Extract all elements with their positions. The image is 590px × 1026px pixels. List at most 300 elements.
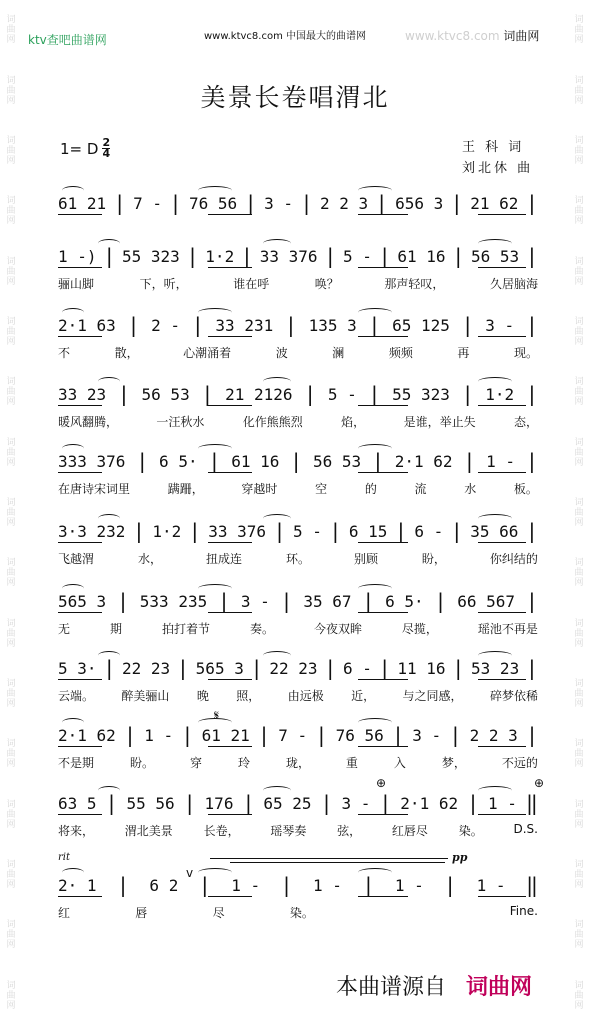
lyric-syllable: 骊山脚 <box>58 277 95 291</box>
note-group: 2 - <box>151 315 181 335</box>
bar-line: | <box>244 191 257 215</box>
beam-line <box>478 267 526 268</box>
watermark-mark: 词 曲 网 <box>6 678 16 709</box>
watermark-mark: 词 曲 网 <box>6 135 16 166</box>
bar-line: | <box>452 656 465 680</box>
site-url-watermark: www.ktvc8.com <box>405 29 500 43</box>
note-group: 61 21 <box>58 193 107 213</box>
beam-line <box>208 405 252 406</box>
lyric-syllable: 尽 <box>212 906 225 920</box>
note-group: 6 5· <box>385 591 424 611</box>
lyric-syllable: 重 <box>345 756 358 770</box>
bar-line: | <box>449 723 462 747</box>
beam-line <box>478 612 526 613</box>
lyric-syllable: 穿越时 <box>241 482 278 496</box>
bar-line: | <box>117 382 130 406</box>
beam-line <box>208 746 252 747</box>
slur-arc <box>198 584 232 593</box>
beam-line <box>358 405 408 406</box>
lyric-syllable: 那声轻叹， <box>384 277 445 291</box>
beam-line <box>358 612 408 613</box>
note-group: 1 - <box>144 725 174 745</box>
bar-line: | <box>450 519 463 543</box>
beam-line <box>358 472 408 473</box>
slur-arc <box>263 786 291 795</box>
bar-line: | <box>304 382 317 406</box>
bar-line: | <box>284 313 297 337</box>
note-group: 176 <box>204 793 234 813</box>
note-group: 6 - <box>342 658 372 678</box>
watermark-mark: 词 曲 网 <box>6 316 16 347</box>
beam-line <box>208 612 252 613</box>
slur-arc <box>478 514 512 523</box>
lyric-syllable: 盼。 <box>129 756 154 770</box>
bar-line: | <box>324 244 337 268</box>
lyric-syllable: 板。 <box>513 482 538 496</box>
lyric-syllable: 空 <box>315 482 328 496</box>
note-group: 22 23 <box>269 658 318 678</box>
beam-line <box>58 472 102 473</box>
lyric-syllable: 谁在呼 <box>233 277 270 291</box>
bar-line: | <box>463 449 476 473</box>
notes-row <box>58 872 538 898</box>
watermark-mark: 词 曲 网 <box>6 859 16 890</box>
bar-line: | <box>181 723 194 747</box>
note-group: 61 16 <box>231 451 280 471</box>
slur-arc <box>198 868 232 877</box>
watermark-mark: 词 曲 网 <box>574 15 584 46</box>
bar-line: | <box>198 873 211 897</box>
note-group: 33 376 <box>259 246 318 266</box>
beam-line <box>58 214 102 215</box>
note-group: 6 5· <box>159 451 198 471</box>
lyric-syllable: 化作熊熊烈 <box>242 415 303 429</box>
diminuendo-line <box>230 862 445 863</box>
watermark-mark: 词 曲 网 <box>6 799 16 830</box>
key-signature <box>60 138 110 159</box>
note-group: 6 2 <box>149 875 179 895</box>
bar-line: | <box>368 382 381 406</box>
watermark-mark: 词 曲 网 <box>6 437 16 468</box>
slur-arc <box>98 514 120 523</box>
lyric-syllable: 飞越渭 <box>58 552 95 566</box>
beam-line <box>58 267 102 268</box>
bar-line: | <box>525 656 538 680</box>
bar-line: | <box>362 589 375 613</box>
lyric-syllable: 拍打着节 <box>161 622 210 636</box>
bar-line: | <box>113 191 126 215</box>
bar-line: | <box>525 191 538 215</box>
note-group: 66 567 <box>457 591 516 611</box>
lyrics-row <box>58 754 538 771</box>
lyrics-row <box>58 413 538 430</box>
note-group: 135 3 <box>308 315 357 335</box>
slur-arc <box>198 444 232 453</box>
lyricist-credit: 王 科 词 <box>462 140 525 155</box>
note-group: 55 323 <box>392 384 450 404</box>
notes-row <box>58 790 538 816</box>
beam-line <box>478 896 526 897</box>
note-group: 565 3 <box>195 658 244 678</box>
bar-line: | <box>379 791 392 815</box>
bar-line: | <box>461 382 474 406</box>
note-group: 76 56 <box>188 193 238 213</box>
bar-line: | <box>525 519 538 543</box>
watermark-mark: 词 曲 网 <box>6 739 16 770</box>
lyric-syllable: 红唇尽 <box>391 824 428 838</box>
fermata-line <box>210 858 448 859</box>
lyric-syllable: 久居脑海 <box>489 277 538 291</box>
notes-row <box>58 722 538 748</box>
lyric-syllable: 晚 <box>196 689 209 703</box>
source-footer <box>336 970 532 1001</box>
beam-line <box>208 472 252 473</box>
watermark-mark: 词 曲 网 <box>6 558 16 589</box>
watermark-mark: 词 曲 网 <box>6 377 16 408</box>
beam-line <box>478 336 526 337</box>
note-group: 3 - <box>240 591 270 611</box>
lyric-syllable: 再 <box>457 346 470 360</box>
segno-mark: 𝄋 <box>214 708 220 722</box>
note-group: 33 231 <box>215 315 274 335</box>
lyric-syllable: 水， <box>137 552 162 566</box>
bar-line: | <box>273 519 286 543</box>
lyric-syllable: 暖风翻腾， <box>58 415 119 429</box>
beam-line <box>358 267 408 268</box>
beam-line <box>358 746 408 747</box>
slur-arc <box>62 444 84 453</box>
lyric-syllable: 醉美骊山 <box>121 689 170 703</box>
note-group: 5 - <box>293 521 322 541</box>
note-group: 2· 1 <box>58 875 97 895</box>
bar-line: | <box>525 313 538 337</box>
bar-line: | <box>183 791 196 815</box>
time-numerator: 2 <box>102 136 111 149</box>
note-group: 63 5 <box>58 793 97 813</box>
beam-line <box>358 896 408 897</box>
slur-arc <box>478 786 512 795</box>
notes-row <box>58 518 538 544</box>
note-group: 76 56 <box>335 725 384 745</box>
note-group: 53 23 <box>471 658 520 678</box>
note-group: 61 21 <box>201 725 250 745</box>
lyric-syllable: 你纠结的 <box>489 552 538 566</box>
beam-line <box>208 679 252 680</box>
slur-arc <box>98 239 120 248</box>
beam-line <box>478 405 526 406</box>
notes-row <box>58 312 538 338</box>
bar-line: | <box>525 382 538 406</box>
note-group: 2·1 63 <box>58 315 116 335</box>
bar-line: | <box>329 519 342 543</box>
lyric-syllable: 近， <box>351 689 376 703</box>
pianissimo-mark: pp <box>452 851 468 864</box>
beam-line <box>208 267 252 268</box>
note-group: 55 323 <box>122 246 180 266</box>
lyric-syllable: 唤？ <box>314 277 339 291</box>
bar-line: | <box>280 589 293 613</box>
notes-row <box>58 190 538 216</box>
note-group: 1 - <box>486 451 516 471</box>
coda-mark: ⊕ <box>534 776 545 790</box>
note-group: 1 - <box>488 793 517 813</box>
watermark-mark: 词 曲 网 <box>6 920 16 951</box>
lyric-syllable: 今夜双眸 <box>313 622 362 636</box>
note-group: 65 25 <box>263 793 312 813</box>
bar-line: | <box>240 244 253 268</box>
slur-arc <box>62 186 84 195</box>
note-group: 5 - <box>342 246 372 266</box>
note-group: 1·2 <box>485 384 515 404</box>
slur-arc <box>478 651 512 660</box>
note-group: 1·2 <box>205 246 235 266</box>
lyric-syllable: 由远极 <box>287 689 324 703</box>
watermark-mark: 词 曲 网 <box>574 558 584 589</box>
bar-line: | <box>116 589 129 613</box>
bar-line: | <box>461 313 474 337</box>
watermark-mark: 词 曲 网 <box>574 196 584 227</box>
bar-line: | <box>394 519 407 543</box>
bar-line: | <box>132 519 145 543</box>
note-group: 55 56 <box>126 793 175 813</box>
watermark-mark: 词 曲 网 <box>574 497 584 528</box>
lyric-syllable: 不远的 <box>501 756 538 770</box>
note-group: 656 3 <box>395 193 444 213</box>
lyrics-row <box>58 620 538 637</box>
bar-line: | <box>444 873 457 897</box>
bar-line: | <box>242 791 255 815</box>
source-brand: 词曲网 <box>466 975 533 1000</box>
watermark-mark: 词 曲 网 <box>6 980 16 1011</box>
note-group: 21 2126 <box>225 384 293 404</box>
lyric-syllable: 瑶琴奏 <box>270 824 307 838</box>
watermark-mark: 词 曲 网 <box>574 618 584 649</box>
note-group: 56 53 <box>141 384 190 404</box>
song-title: 美景长卷唱渭北 <box>200 83 390 112</box>
slur-arc <box>478 377 512 386</box>
lyric-syllable: 弦， <box>337 824 362 838</box>
lyric-syllable: 染。 <box>289 906 314 920</box>
bar-line: | <box>208 449 221 473</box>
slur-arc <box>62 584 84 593</box>
slur-arc <box>62 868 84 877</box>
slur-arc <box>98 651 120 660</box>
note-group: 1·2 <box>152 521 182 541</box>
note-group: 11 16 <box>397 658 446 678</box>
lyric-syllable: 无 <box>58 622 71 636</box>
lyric-syllable: 流 <box>414 482 427 496</box>
lyric-syllable: 不 <box>58 346 71 360</box>
slur-arc <box>62 308 84 317</box>
lyric-syllable: 长卷， <box>203 824 240 838</box>
watermark-mark: 词 曲 网 <box>6 75 16 106</box>
lyric-syllable: 穿 <box>189 756 202 770</box>
bar-line: | <box>176 656 189 680</box>
bar-line: | <box>434 589 447 613</box>
note-group: 6 - <box>414 521 444 541</box>
bar-line: | <box>391 723 405 747</box>
lyric-syllable: 珑， <box>285 756 310 770</box>
note-group: 2 2 3 <box>319 193 369 213</box>
breath-mark: v <box>186 866 194 880</box>
bar-line: | <box>525 723 538 747</box>
source-label: 本曲谱源自 <box>336 975 447 1000</box>
bar-line: | <box>105 791 118 815</box>
lyric-syllable: 玲 <box>237 756 250 770</box>
bar-line: | <box>525 449 538 473</box>
lyric-syllable: 别顾 <box>353 552 378 566</box>
lyrics-row <box>58 275 538 292</box>
notes-row <box>58 588 538 614</box>
slur-arc <box>62 718 84 727</box>
note-group: 65 125 <box>392 315 450 335</box>
note-group: 35 66 <box>470 521 519 541</box>
bar-line: | <box>375 191 388 215</box>
note-group: 3 - <box>412 725 442 745</box>
beam-line <box>58 612 102 613</box>
note-group: 56 53 <box>471 246 520 266</box>
composer-credit: 刘北休 曲 <box>462 161 534 176</box>
lyric-syllable: 唇 <box>135 906 148 920</box>
lyrics-row <box>58 480 538 497</box>
slur-arc <box>98 377 120 386</box>
key-label: 1= D <box>60 139 99 158</box>
watermark-mark: 词 曲 网 <box>574 316 584 347</box>
slur-arc <box>263 514 291 523</box>
note-group: 22 23 <box>122 658 171 678</box>
lyric-syllable: 频频 <box>388 346 413 360</box>
slur-arc <box>263 651 291 660</box>
note-group: 2·1 62 <box>394 451 453 471</box>
site-name-left: ktv查吧曲谱网 <box>28 33 107 47</box>
lyric-syllable: 水 <box>464 482 477 496</box>
coda-mark: ⊕ <box>376 776 387 790</box>
lyric-syllable: 渭北美景 <box>124 824 173 838</box>
note-group: 2·1 62 <box>400 793 459 813</box>
beam-line <box>58 679 102 680</box>
bar-line: | <box>136 449 149 473</box>
bar-line: | <box>467 791 480 815</box>
note-group: 2·1 62 <box>58 725 116 745</box>
bar-line: | <box>169 191 182 215</box>
lyrics-row <box>58 822 538 839</box>
beam-line <box>208 814 252 815</box>
watermark-mark: 词 曲 网 <box>6 196 16 227</box>
lyric-syllable: 奏。 <box>249 622 274 636</box>
bar-line: | <box>525 244 538 268</box>
right-watermark-strip <box>568 0 590 1026</box>
slur-arc <box>358 868 392 877</box>
beam-line <box>478 814 526 815</box>
lyric-syllable: 澜 <box>332 346 345 360</box>
slur-arc <box>198 186 232 195</box>
slur-arc <box>478 239 512 248</box>
bar-line: | <box>452 244 465 268</box>
slur-arc <box>358 444 392 453</box>
beam-line <box>358 679 408 680</box>
beam-line <box>478 214 526 215</box>
lyric-syllable: 下，听， <box>139 277 188 291</box>
bar-line: | <box>324 656 337 680</box>
time-denominator: 4 <box>102 147 111 160</box>
note-group: 5 - <box>327 384 357 404</box>
bar-line: | <box>280 873 293 897</box>
note-group: 2 2 3 <box>469 725 518 745</box>
bar-line: | <box>368 313 381 337</box>
lyric-syllable: 一汪秋水 <box>156 415 205 429</box>
bar-line: | <box>315 723 328 747</box>
bar-line: | <box>103 244 116 268</box>
time-signature <box>102 138 110 159</box>
watermark-mark: 词 曲 网 <box>574 437 584 468</box>
lyric-syllable: 与之同感， <box>402 689 463 703</box>
slur-arc <box>263 377 291 386</box>
beam-line <box>478 472 526 473</box>
lyric-syllable: 蹒跚， <box>167 482 204 496</box>
slur-arc <box>358 584 392 593</box>
bar-line: ‖ <box>525 873 538 897</box>
bar-line: | <box>290 449 303 473</box>
bar-line: | <box>450 191 463 215</box>
bar-line: | <box>362 873 375 897</box>
lyric-syllable: 波 <box>275 346 288 360</box>
lyric-syllable: 散， <box>114 346 139 360</box>
notes-row <box>58 655 538 681</box>
lyric-syllable: 不是期 <box>58 756 95 770</box>
note-group: 33 376 <box>208 521 267 541</box>
lyric-syllable: 云端。 <box>58 689 95 703</box>
beam-line <box>58 405 102 406</box>
bar-line: | <box>188 519 201 543</box>
note-group: 33 23 <box>58 384 107 404</box>
beam-line <box>358 814 408 815</box>
lyrics-row <box>58 344 538 361</box>
note-group: 7 - <box>278 725 308 745</box>
beam-line <box>208 336 252 337</box>
watermark-mark: 词 曲 网 <box>574 256 584 287</box>
slur-arc <box>358 308 392 317</box>
lyric-syllable: 焰， <box>341 415 366 429</box>
lyric-syllable: 瑶池不再是 <box>477 622 538 636</box>
note-group: 1 -) <box>58 246 97 266</box>
lyric-syllable: 环。 <box>285 552 310 566</box>
ritardando-mark: rit <box>58 852 70 863</box>
bar-line: | <box>257 723 271 747</box>
watermark-mark: 词 曲 网 <box>574 799 584 830</box>
beam-line <box>58 746 102 747</box>
bar-line: | <box>201 382 214 406</box>
notes-row <box>58 448 538 474</box>
beam-line <box>208 542 252 543</box>
beam-line <box>58 336 102 337</box>
lyric-syllable: 期 <box>109 622 122 636</box>
watermark-mark: 词 曲 网 <box>574 377 584 408</box>
bar-line: | <box>124 723 137 747</box>
note-group: 5 3· <box>58 658 97 678</box>
note-group: 1 - <box>394 875 424 895</box>
watermark-mark: 词 曲 网 <box>574 75 584 106</box>
note-group: 1 - <box>231 875 261 895</box>
bar-line: | <box>320 791 333 815</box>
slur-arc <box>358 718 392 727</box>
note-group: 7 - <box>133 193 163 213</box>
note-group: 3 - <box>341 793 371 813</box>
watermark-mark: 词 曲 网 <box>574 678 584 709</box>
watermark-mark: 词 曲 网 <box>6 497 16 528</box>
beam-line <box>478 679 526 680</box>
beam-line <box>208 214 252 215</box>
watermark-mark: 词 曲 网 <box>6 256 16 287</box>
